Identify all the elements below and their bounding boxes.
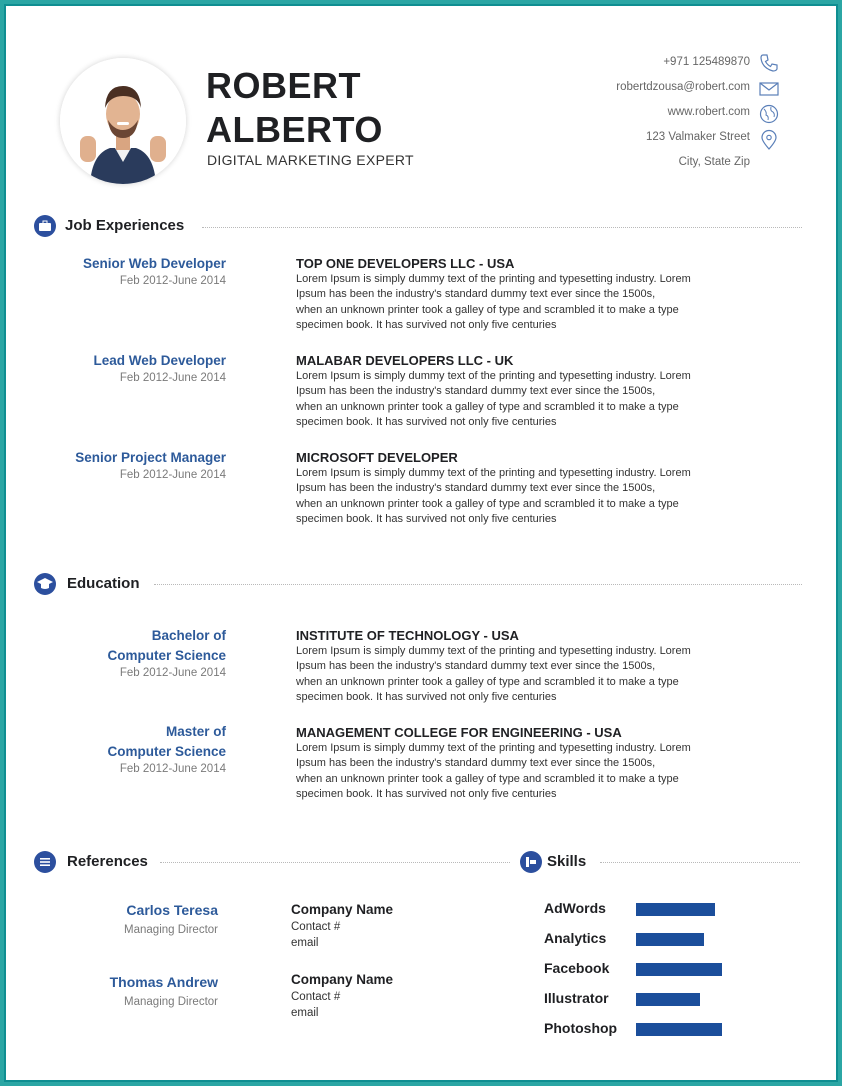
person-photo-icon <box>60 58 186 184</box>
reference-name: Thomas Andrew <box>109 974 218 990</box>
section-title-experience: Job Experiences <box>65 217 185 234</box>
section-title-education: Education <box>67 575 140 592</box>
reference-company: Company Name <box>291 972 394 987</box>
skill-bar <box>636 903 726 916</box>
contact-email: robertdzousa@robert.com <box>616 81 750 93</box>
description-line: Lorem Ipsum is simply dummy text of the printing and typesetting industry. Lorem <box>296 370 691 382</box>
education-dates: Feb 2012-June 2014 <box>119 667 226 679</box>
skill-name: AdWords <box>544 900 606 916</box>
section-divider <box>600 862 800 863</box>
experience-role: Senior Web Developer <box>82 256 226 271</box>
skill-bar <box>636 963 726 976</box>
education-dates: Feb 2012-June 2014 <box>119 763 226 775</box>
experience-description <box>296 272 726 333</box>
education-degree-line1: Bachelor of <box>151 628 226 643</box>
last-name: ALBERTO <box>206 109 383 150</box>
reference-email: email <box>291 937 319 949</box>
description-line: Ipsum has been the industry's standard dummy text ever since the 1500s, <box>296 482 656 495</box>
section-divider <box>154 584 802 585</box>
experience-role: Lead Web Developer <box>93 353 226 368</box>
job-title: DIGITAL MARKETING EXPERT <box>207 152 414 168</box>
education-description <box>296 644 726 705</box>
reference-role: Managing Director <box>124 996 218 1008</box>
education-degree-line1: Master of <box>165 724 226 739</box>
list-icon <box>34 851 56 873</box>
description-line: specimen book. It has survived not only five centuries <box>296 787 557 800</box>
experience-dates: Feb 2012-June 2014 <box>119 275 226 287</box>
section-divider <box>160 862 510 863</box>
skill-bar <box>636 1023 726 1036</box>
education-degree-line2: Computer Science <box>107 744 226 759</box>
description-line: Lorem Ipsum is simply dummy text of the printing and typesetting industry. Lorem <box>296 742 691 754</box>
education-school: MANAGEMENT COLLEGE FOR ENGINEERING - USA <box>296 725 622 740</box>
experience-company: TOP ONE DEVELOPERS LLC - USA <box>296 256 515 271</box>
description-line: Ipsum has been the industry's standard dummy text ever since the 1500s, <box>296 288 656 301</box>
first-name: ROBERT <box>206 65 361 106</box>
experience-company: MICROSOFT DEVELOPER <box>296 450 458 465</box>
section-title-references: References <box>67 853 148 870</box>
phone-icon <box>758 52 780 74</box>
skill-bar-fill <box>636 993 700 1006</box>
contact-website: www.robert.com <box>667 106 750 118</box>
description-line: specimen book. It has survived not only five centuries <box>296 415 557 428</box>
reference-company: Company Name <box>291 902 394 917</box>
experience-dates: Feb 2012-June 2014 <box>119 469 226 481</box>
education-description <box>296 741 726 802</box>
reference-contact: Contact # <box>291 991 341 1003</box>
contact-street: 123 Valmaker Street <box>646 131 750 143</box>
description-line: specimen book. It has survived not only five centuries <box>296 690 557 703</box>
contact-city: City, State Zip <box>678 156 750 168</box>
skill-name: Facebook <box>544 960 610 976</box>
skill-name: Analytics <box>544 930 607 946</box>
skill-bar-fill <box>636 1023 722 1036</box>
education-degree-line2: Computer Science <box>107 648 226 663</box>
reference-contact: Contact # <box>291 921 341 933</box>
reference-name: Carlos Teresa <box>126 902 218 918</box>
description-line: specimen book. It has survived not only five centuries <box>296 318 557 331</box>
description-line: Ipsum has been the industry's standard dummy text ever since the 1500s, <box>296 385 656 398</box>
reference-role: Managing Director <box>124 924 218 936</box>
description-line: Ipsum has been the industry's standard dummy text ever since the 1500s, <box>296 757 656 770</box>
skill-name: Photoshop <box>544 1020 618 1036</box>
graduation-cap-icon <box>34 573 56 595</box>
briefcase-icon <box>34 215 56 237</box>
skill-bar <box>636 933 726 946</box>
description-line: when an unknown printer took a galley of type and scrambled it to make a type <box>296 400 679 413</box>
description-line: when an unknown printer took a galley of type and scrambled it to make a type <box>296 675 679 688</box>
globe-icon <box>758 103 780 125</box>
contact-phone: +971 125489870 <box>663 56 750 68</box>
section-divider <box>202 227 802 228</box>
education-school: INSTITUTE OF TECHNOLOGY - USA <box>296 628 519 643</box>
resume-page <box>6 6 836 1080</box>
description-line: when an unknown printer took a galley of type and scrambled it to make a type <box>296 772 679 785</box>
experience-description <box>296 466 726 527</box>
description-line: Lorem Ipsum is simply dummy text of the printing and typesetting industry. Lorem <box>296 273 691 285</box>
mail-icon <box>758 78 780 100</box>
skills-icon <box>520 851 542 873</box>
description-line: specimen book. It has survived not only five centuries <box>296 512 557 525</box>
description-line: Lorem Ipsum is simply dummy text of the printing and typesetting industry. Lorem <box>296 645 691 657</box>
skill-bar-fill <box>636 933 704 946</box>
experience-dates: Feb 2012-June 2014 <box>119 372 226 384</box>
description-line: Ipsum has been the industry's standard dummy text ever since the 1500s, <box>296 660 656 673</box>
description-line: when an unknown printer took a galley of type and scrambled it to make a type <box>296 497 679 510</box>
skill-bar-fill <box>636 963 722 976</box>
reference-email: email <box>291 1007 319 1019</box>
profile-photo <box>60 58 186 184</box>
skill-name: Illustrator <box>544 990 609 1006</box>
location-pin-icon <box>758 129 780 151</box>
experience-description <box>296 369 726 430</box>
skill-bar-fill <box>636 903 715 916</box>
description-line: when an unknown printer took a galley of type and scrambled it to make a type <box>296 303 679 316</box>
skill-bar <box>636 993 726 1006</box>
section-title-skills: Skills <box>547 853 587 870</box>
experience-company: MALABAR DEVELOPERS LLC - UK <box>296 353 514 368</box>
experience-role: Senior Project Manager <box>75 450 226 465</box>
description-line: Lorem Ipsum is simply dummy text of the printing and typesetting industry. Lorem <box>296 467 691 479</box>
